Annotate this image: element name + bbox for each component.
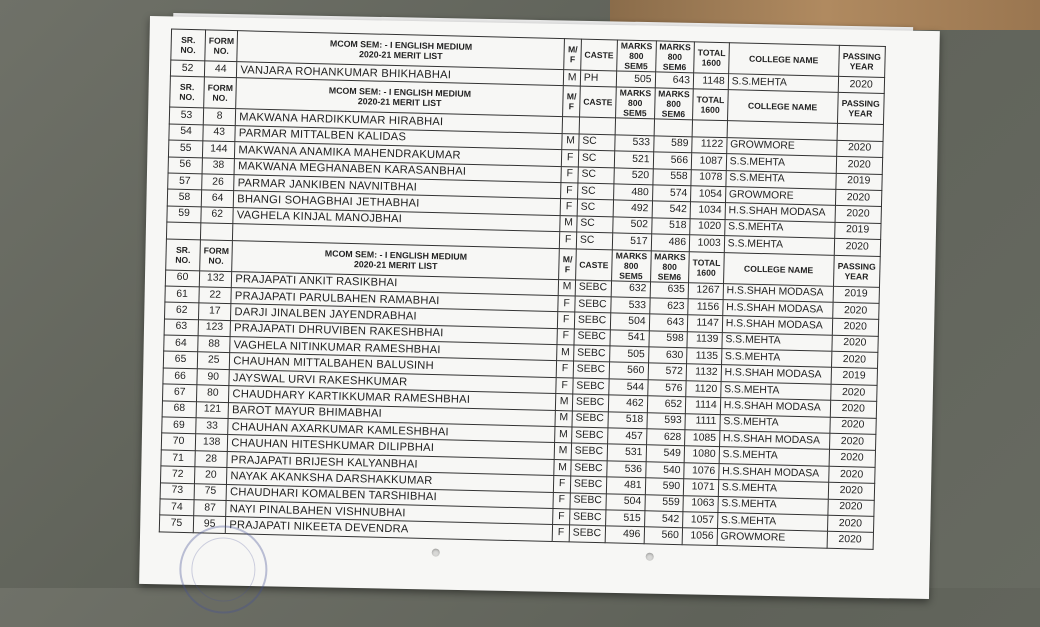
sem5-marks-cell: 515 <box>606 510 645 527</box>
sem5-marks-cell: 492 <box>613 200 652 217</box>
sem5-marks-cell: 632 <box>611 280 650 297</box>
college-cell: S.S.MEHTA <box>722 332 832 351</box>
sr-no-cell: 71 <box>161 450 195 467</box>
college-cell: S.S.MEHTA <box>724 236 834 255</box>
sr-no-cell: 73 <box>160 483 194 500</box>
college-cell: S.S.MEHTA <box>726 170 836 189</box>
sem5-marks-cell: 481 <box>606 477 645 494</box>
total-marks-cell: 1057 <box>683 512 718 529</box>
college-cell: H.S.SHAH MODASA <box>720 398 830 417</box>
college-cell: H.S.SHAH MODASA <box>722 316 832 335</box>
passing-year-cell: 2020 <box>832 335 878 353</box>
sr-no-cell: 62 <box>164 302 198 319</box>
student-name-cell: NAYAK AKANKSHA DARSHAKKUMAR <box>227 468 554 492</box>
total-marks-cell: 1063 <box>683 495 718 512</box>
total-header: TOTAL 1600 <box>694 42 729 74</box>
sr-no-cell: 64 <box>164 335 198 352</box>
sem6-marks-cell: 572 <box>648 363 687 380</box>
sem6-marks-cell: 558 <box>652 168 691 185</box>
sem6-marks-cell: 628 <box>646 429 685 446</box>
merit-list-table <box>159 29 886 550</box>
student-name-cell: PRAJAPATI BRIJESH KALYANBHAI <box>227 451 554 475</box>
student-name-cell: BHANGI SOHAGBHAI JETHABHAI <box>234 191 561 215</box>
form-no-cell: 17 <box>198 303 231 320</box>
college-cell: H.S.SHAH MODASA <box>722 300 832 319</box>
student-name-cell: MAKWANA MEGHANABEN KARASANBHAI <box>234 158 561 182</box>
student-name-cell: NAYI PINALBAHEN VISHNUBHAI <box>226 501 553 525</box>
sem5-marks-cell: 502 <box>613 217 652 234</box>
college-cell: GROWMORE <box>725 187 835 206</box>
caste-cell: SEBC <box>575 280 612 297</box>
form-no-cell: 28 <box>195 451 228 468</box>
passing-year-cell: 2019 <box>833 286 879 304</box>
caste-cell: SEBC <box>571 443 608 460</box>
student-name-cell: CHAUDHARY KARTIKKUMAR RAMESHBHAI <box>229 386 556 410</box>
list-title-line1: MCOM SEM: - I ENGLISH MEDIUM <box>324 247 468 262</box>
sem6-header: MARKS 800 SEM6 <box>654 88 693 120</box>
gender-cell: M <box>555 427 572 444</box>
sr-header: SR. NO. <box>166 239 201 271</box>
sem6-marks-cell: 540 <box>645 462 684 479</box>
sem5-marks-cell: 504 <box>606 493 645 510</box>
total-marks-cell: 1114 <box>685 397 720 414</box>
caste-header: CASTE <box>581 39 618 71</box>
gender-cell: F <box>562 150 579 167</box>
gender-cell <box>562 117 579 134</box>
sem6-marks-cell: 623 <box>649 298 688 315</box>
sr-no-cell: 61 <box>165 286 199 303</box>
sr-no-cell: 52 <box>170 60 204 77</box>
passing-year-cell: 2020 <box>831 351 877 369</box>
student-name-cell: DARJI JINALBEN JAYENDRABHAI <box>231 304 558 328</box>
student-name-cell: CHAUHAN MITTALBAHEN BALUSINH <box>230 353 557 377</box>
gender-cell: M <box>554 459 571 476</box>
form-no-cell: 38 <box>202 157 235 174</box>
sem6-marks-cell: 486 <box>651 234 690 251</box>
gender-cell: M <box>560 215 577 232</box>
caste-cell: SEBC <box>574 312 611 329</box>
total-marks-cell: 1122 <box>692 137 727 154</box>
form-no-cell: 121 <box>196 401 229 418</box>
student-name-cell: CHAUHAN HITESHKUMAR DILIPBHAI <box>228 435 555 459</box>
form-no-cell: 144 <box>202 141 235 158</box>
merit-list-sheet <box>139 16 940 599</box>
sem5-marks-cell: 521 <box>614 151 653 168</box>
gender-cell: M <box>556 394 573 411</box>
passing-year-cell: 2020 <box>832 302 878 320</box>
college-cell: H.S.SHAH MODASA <box>721 365 831 384</box>
total-marks-cell: 1087 <box>691 153 726 170</box>
caste-cell: SC <box>579 134 616 151</box>
college-cell: H.S.SHAH MODASA <box>718 463 828 482</box>
sr-no-cell: 70 <box>161 433 195 450</box>
sr-no-cell <box>166 222 200 239</box>
sem6-header: MARKS 800 SEM6 <box>655 41 694 73</box>
student-name-cell: PRAJAPATI PARULBAHEN RAMABHAI <box>231 288 558 312</box>
gender-cell: F <box>552 525 569 542</box>
passing-year-cell: 2020 <box>829 450 875 468</box>
college-cell: S.S.MEHTA <box>719 447 829 466</box>
total-marks-cell: 1056 <box>682 528 717 545</box>
gender-cell: F <box>561 166 578 183</box>
gender-header: M/ F <box>564 39 581 70</box>
college-cell: S.S.MEHTA <box>726 154 836 173</box>
student-name-cell: CHAUDHARI KOMALBEN TARSHIBHAI <box>226 484 553 508</box>
total-header: TOTAL 1600 <box>693 89 728 121</box>
passing-year-cell: 2020 <box>832 319 878 337</box>
student-name-cell: PRAJAPATI ANKIT RASIKBHAI <box>232 271 559 295</box>
form-no-cell: 26 <box>202 174 235 191</box>
sem5-header: MARKS 800 SEM5 <box>617 40 656 72</box>
sem5-marks-cell: 533 <box>611 297 650 314</box>
sem5-marks-cell: 504 <box>610 313 649 330</box>
college-header: COLLEGE NAME <box>727 90 838 124</box>
list-title-line2: 2020-21 MERIT LIST <box>353 258 438 271</box>
form-no-cell: 132 <box>199 270 232 287</box>
passing-year-cell: 2020 <box>835 206 881 224</box>
sem6-marks-cell: 560 <box>644 527 683 544</box>
student-name-cell: VANJARA ROHANKUMAR BHIKHABHAI <box>237 62 564 86</box>
college-cell: S.S.MEHTA <box>718 496 828 515</box>
gender-cell: F <box>556 377 573 394</box>
sem6-marks-cell: 576 <box>647 380 686 397</box>
sem5-header: MARKS 800 SEM5 <box>616 87 655 119</box>
sr-no-cell: 65 <box>163 351 197 368</box>
sem5-marks-cell: 457 <box>608 428 647 445</box>
gender-cell: F <box>557 328 574 345</box>
sem6-marks-cell: 643 <box>655 72 694 89</box>
sem6-marks-cell: 590 <box>645 478 684 495</box>
form-header: FORM NO. <box>204 77 237 109</box>
form-no-cell: 62 <box>201 207 234 224</box>
gender-cell: F <box>554 476 571 493</box>
form-no-cell: 33 <box>196 418 229 435</box>
caste-cell: SEBC <box>575 296 612 313</box>
gender-cell: F <box>556 361 573 378</box>
gender-header: M/ F <box>563 86 580 117</box>
form-no-cell: 64 <box>201 190 234 207</box>
list-title-line1: MCOM SEM: - I ENGLISH MEDIUM <box>328 85 472 100</box>
passing-year-cell: 2020 <box>828 499 874 517</box>
sem5-marks-cell: 480 <box>614 184 653 201</box>
student-name-cell: VAGHELA NITINKUMAR RAMESHBHAI <box>230 337 557 361</box>
total-marks-cell: 1054 <box>691 186 726 203</box>
total-marks-cell: 1148 <box>693 73 728 90</box>
college-cell: S.S.MEHTA <box>728 74 838 93</box>
passing-year-cell: 2020 <box>836 157 882 175</box>
caste-cell: SEBC <box>570 476 607 493</box>
college-header: COLLEGE NAME <box>728 43 839 77</box>
form-no-cell: 123 <box>198 319 231 336</box>
sem6-marks-cell: 593 <box>646 412 685 429</box>
sem6-marks-cell: 542 <box>652 201 691 218</box>
sr-header: SR. NO. <box>170 76 205 108</box>
caste-cell: SC <box>578 150 615 167</box>
student-name-cell: PRAJAPATI DHRUVIBEN RAKESHBHAI <box>230 320 557 344</box>
form-no-cell: 75 <box>194 483 227 500</box>
sem6-marks-cell: 598 <box>648 330 687 347</box>
passing-year-cell: 2019 <box>836 173 882 191</box>
caste-cell: SEBC <box>569 509 606 526</box>
total-marks-cell: 1080 <box>684 446 719 463</box>
sr-no-cell: 55 <box>168 140 202 157</box>
sem6-marks-cell: 542 <box>644 511 683 528</box>
sem5-marks-cell: 533 <box>615 135 654 152</box>
total-marks-cell: 1267 <box>688 282 723 299</box>
gender-cell: F <box>553 509 570 526</box>
college-cell: H.S.SHAH MODASA <box>725 203 835 222</box>
sem6-marks-cell: 559 <box>644 494 683 511</box>
gender-cell: M <box>558 279 575 296</box>
passing-year-cell: 2020 <box>836 140 882 158</box>
caste-cell: SEBC <box>574 329 611 346</box>
student-name-cell: MAKWANA HARDIKKUMAR HIRABHAI <box>236 109 563 133</box>
gender-cell: M <box>564 70 581 87</box>
gender-cell: M <box>557 345 574 362</box>
caste-cell: SC <box>577 216 614 233</box>
caste-cell: SC <box>577 199 614 216</box>
sr-no-cell: 54 <box>169 124 203 141</box>
student-name-cell: VAGHELA KINJAL MANOJBHAI <box>233 207 560 231</box>
caste-cell: SC <box>576 232 613 249</box>
sr-no-cell: 66 <box>163 368 197 385</box>
form-no-cell: 20 <box>194 467 227 484</box>
form-no-cell: 88 <box>198 336 231 353</box>
total-marks-cell: 1034 <box>690 202 725 219</box>
caste-cell: SC <box>577 183 614 200</box>
college-cell: GROWMORE <box>726 137 836 156</box>
college-cell: S.S.MEHTA <box>720 381 830 400</box>
year-header: PASSING YEAR <box>838 45 885 77</box>
form-no-cell: 90 <box>197 369 230 386</box>
sr-no-cell: 59 <box>167 206 201 223</box>
sem5-marks-cell: 531 <box>607 444 646 461</box>
caste-cell: PH <box>580 70 617 87</box>
sem5-marks-cell: 544 <box>609 379 648 396</box>
student-name-cell: BAROT MAYUR BHIMABHAI <box>228 402 555 426</box>
list-title-line1: MCOM SEM: - I ENGLISH MEDIUM <box>329 38 473 52</box>
form-no-cell: 138 <box>195 434 228 451</box>
total-marks-cell <box>692 120 727 137</box>
total-marks-cell: 1135 <box>687 348 722 365</box>
total-marks-cell: 1120 <box>686 381 721 398</box>
sem6-marks-cell: 589 <box>653 136 692 153</box>
college-cell: GROWMORE <box>717 529 827 548</box>
passing-year-cell: 2020 <box>830 417 876 435</box>
passing-year-cell: 2019 <box>834 222 880 240</box>
sr-no-cell: 58 <box>167 189 201 206</box>
sem6-marks-cell: 630 <box>648 347 687 364</box>
sr-no-cell: 57 <box>168 173 202 190</box>
college-cell: H.S.SHAH MODASA <box>719 431 829 450</box>
form-no-cell: 8 <box>203 108 236 125</box>
total-marks-cell: 1156 <box>688 299 723 316</box>
sr-no-cell: 75 <box>159 515 193 532</box>
college-cell: S.S.MEHTA <box>717 513 827 532</box>
total-marks-cell: 1132 <box>686 364 721 381</box>
student-name-cell: PARMAR MITTALBEN KALIDAS <box>235 125 562 149</box>
total-marks-cell: 1139 <box>687 331 722 348</box>
passing-year-cell: 2020 <box>834 238 880 256</box>
college-cell: S.S.MEHTA <box>721 349 831 368</box>
gender-cell: M <box>562 133 579 150</box>
form-no-cell: 44 <box>204 61 237 78</box>
sem5-marks-cell: 536 <box>607 461 646 478</box>
form-header: FORM NO. <box>205 30 238 62</box>
punch-hole <box>646 553 654 561</box>
list-title-line2: 2020-21 MERIT LIST <box>358 49 443 62</box>
passing-year-cell <box>837 124 883 142</box>
sem5-marks-cell <box>615 118 654 135</box>
form-no-cell: 22 <box>199 287 232 304</box>
caste-header: CASTE <box>579 86 616 118</box>
sr-no-cell: 68 <box>162 401 196 418</box>
year-header: PASSING YEAR <box>837 93 884 125</box>
sr-no-cell: 56 <box>168 157 202 174</box>
institution-stamp <box>179 525 269 615</box>
passing-year-cell: 2020 <box>828 466 874 484</box>
gender-cell: F <box>558 312 575 329</box>
student-name-cell: JAYSWAL URVI RAKESHKUMAR <box>229 369 556 393</box>
sem5-marks-cell: 496 <box>605 526 644 543</box>
sem5-marks-cell: 560 <box>609 362 648 379</box>
caste-cell: SC <box>578 167 615 184</box>
sem6-marks-cell: 635 <box>650 281 689 298</box>
sem6-marks-cell: 574 <box>652 185 691 202</box>
sem6-marks-cell: 518 <box>651 218 690 235</box>
college-cell: S.S.MEHTA <box>718 480 828 499</box>
sem5-marks-cell: 505 <box>610 346 649 363</box>
gender-cell: F <box>553 492 570 509</box>
student-name-cell: PRAJAPATI NIKEETA DEVENDRA <box>226 517 553 541</box>
form-no-cell: 25 <box>197 352 230 369</box>
form-no-cell <box>200 223 233 240</box>
gender-cell: F <box>560 199 577 216</box>
sr-no-cell: 53 <box>169 107 203 124</box>
total-marks-cell: 1078 <box>691 169 726 186</box>
gender-cell: M <box>554 443 571 460</box>
form-no-cell: 95 <box>193 516 226 533</box>
sr-no-cell: 72 <box>160 466 194 483</box>
caste-cell: SEBC <box>571 427 608 444</box>
punch-hole <box>432 549 440 557</box>
student-name-cell: CHAUHAN AXARKUMAR KAMLESHBHAI <box>228 419 555 443</box>
sr-no-cell: 74 <box>160 499 194 516</box>
gender-cell: F <box>560 232 577 249</box>
passing-year-cell: 2020 <box>828 482 874 500</box>
sem5-header: MARKS 800 SEM5 <box>612 249 651 281</box>
passing-year-cell: 2020 <box>827 532 873 550</box>
year-header: PASSING YEAR <box>833 255 880 287</box>
caste-cell: SEBC <box>573 345 610 362</box>
total-marks-cell: 1003 <box>689 235 724 252</box>
passing-year-cell: 2020 <box>835 189 881 207</box>
sr-header: SR. NO. <box>171 29 206 61</box>
list-title-line2: 2020-21 MERIT LIST <box>357 96 442 109</box>
sem5-marks-cell: 520 <box>614 167 653 184</box>
sem6-marks-cell: 549 <box>646 445 685 462</box>
total-marks-cell: 1020 <box>690 219 725 236</box>
college-cell: S.S.MEHTA <box>724 219 834 238</box>
form-no-cell: 87 <box>194 500 227 517</box>
sem5-marks-cell: 541 <box>610 330 649 347</box>
passing-year-cell: 2020 <box>829 433 875 451</box>
total-marks-cell: 1085 <box>685 430 720 447</box>
sem6-marks-cell: 566 <box>653 152 692 169</box>
caste-cell: SEBC <box>573 378 610 395</box>
passing-year-cell: 2019 <box>831 368 877 386</box>
sem6-marks-cell <box>654 119 693 136</box>
sr-no-cell: 60 <box>165 269 199 286</box>
caste-cell <box>579 117 616 134</box>
caste-cell: SEBC <box>569 525 606 542</box>
form-no-cell: 80 <box>196 385 229 402</box>
sem5-marks-cell: 505 <box>616 71 655 88</box>
total-marks-cell: 1076 <box>684 463 719 480</box>
gender-cell: M <box>555 410 572 427</box>
passing-year-cell: 2020 <box>830 384 876 402</box>
gender-cell: F <box>558 295 575 312</box>
form-header: FORM NO. <box>200 239 233 271</box>
passing-year-cell: 2020 <box>827 515 873 533</box>
college-cell: H.S.SHAH MODASA <box>723 283 833 302</box>
sem5-marks-cell: 462 <box>608 395 647 412</box>
sem6-marks-cell: 652 <box>647 396 686 413</box>
sr-no-cell: 67 <box>162 384 196 401</box>
total-marks-cell: 1071 <box>683 479 718 496</box>
sem6-header: MARKS 800 SEM6 <box>650 250 689 282</box>
sem6-marks-cell: 643 <box>649 314 688 331</box>
sr-no-cell: 69 <box>162 417 196 434</box>
total-header: TOTAL 1600 <box>689 251 724 283</box>
passing-year-cell: 2020 <box>838 76 884 94</box>
caste-cell: SEBC <box>572 394 609 411</box>
form-no-cell: 43 <box>203 125 236 142</box>
student-name-cell: MAKWANA ANAMIKA MAHENDRAKUMAR <box>235 142 562 166</box>
college-cell: S.S.MEHTA <box>720 414 830 433</box>
caste-cell: SEBC <box>572 411 609 428</box>
passing-year-cell: 2020 <box>830 401 876 419</box>
caste-cell: SEBC <box>570 493 607 510</box>
total-marks-cell: 1147 <box>687 315 722 332</box>
gender-cell: F <box>561 183 578 200</box>
student-name-cell: PARMAR JANKIBEN NAVNITBHAI <box>234 175 561 199</box>
college-header: COLLEGE NAME <box>723 252 834 286</box>
caste-cell: SEBC <box>571 460 608 477</box>
sr-no-cell: 63 <box>164 319 198 336</box>
total-marks-cell: 1111 <box>685 413 720 430</box>
sem5-marks-cell: 518 <box>608 411 647 428</box>
sem5-marks-cell: 517 <box>612 233 651 250</box>
gender-header: M/ F <box>559 248 576 279</box>
caste-header: CASTE <box>575 249 612 281</box>
caste-cell: SEBC <box>573 361 610 378</box>
